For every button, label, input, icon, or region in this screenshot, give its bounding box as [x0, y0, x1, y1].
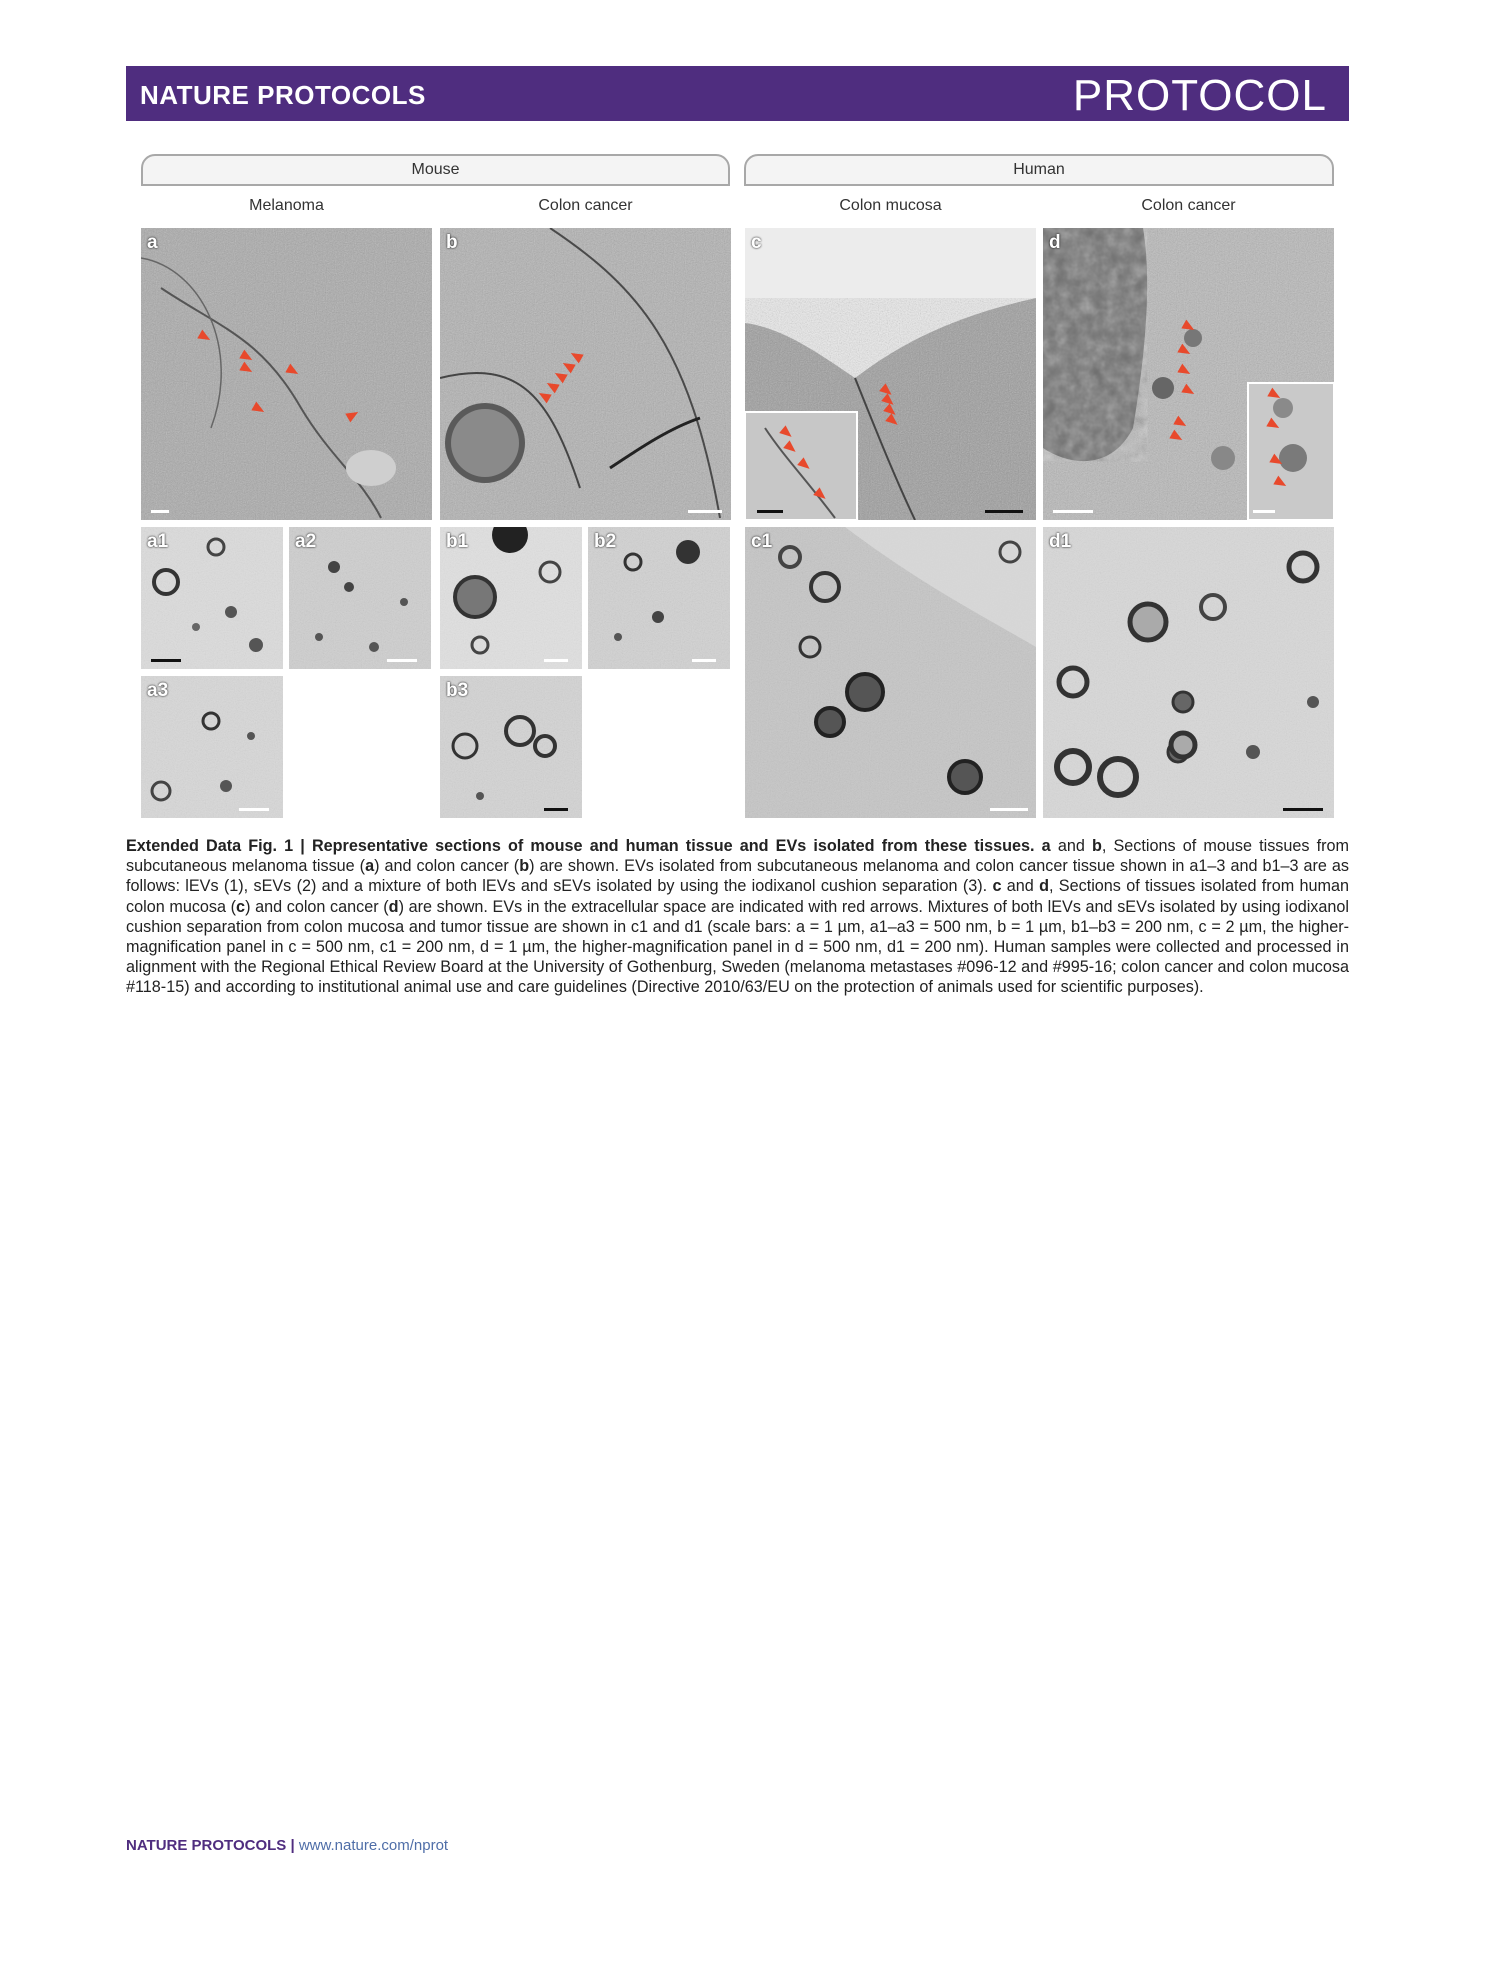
column-title-colon-cancer-human: Colon cancer — [1141, 197, 1236, 214]
caption-text: and — [1050, 837, 1092, 855]
panel-label-b1: b1 — [446, 531, 469, 552]
caption-lead: Extended Data Fig. 1 | Representative sections of mouse and human tissue and EVs isolated from these tissues. — [126, 837, 1035, 855]
panel-label-c: c — [751, 232, 762, 253]
scale-bar — [151, 659, 181, 662]
scale-bar — [544, 808, 568, 811]
panel-label-a2: a2 — [295, 531, 317, 552]
scale-bar — [387, 659, 417, 662]
panel-b-image — [440, 228, 731, 520]
panel-label-d1: d1 — [1049, 531, 1072, 552]
journal-header — [126, 66, 1349, 121]
column-title-melanoma: Melanoma — [249, 197, 324, 214]
panel-b2-image — [588, 527, 730, 669]
scale-bar — [1283, 808, 1323, 811]
panel-a1-image — [141, 527, 283, 669]
panel-d1-image — [1043, 527, 1334, 818]
scale-bar — [757, 510, 783, 513]
panel-a-image — [141, 228, 432, 520]
footer-separator: | — [286, 1837, 299, 1854]
caption-text: , Sections of tissues isolated from human colon mucosa ( — [126, 877, 1349, 916]
scale-bar — [985, 510, 1023, 513]
panel-a2-image — [289, 527, 431, 669]
footer-url-link[interactable]: www.nature.com/nprot — [298, 1837, 449, 1854]
caption-text: , Sections of mouse tissues from subcutaneous melanoma tissue ( — [126, 837, 1349, 876]
figure-caption — [126, 836, 1349, 998]
caption-bold-a: a — [1041, 837, 1051, 855]
caption-text: ) are shown. EVs in the extracellular space are indicated with red arrows. Mixtures of both lEVs and sEVs isolated by using iodixanol cushion separation from colon mucosa and tumor tissue are shown in c1 and d1 (scale bars: a = 1 µm, a1–a3 = 500 nm, b = 1 µm, b1–b3 = 200 nm, c = 2 µm, the higher-magnification panel in c = 500 nm, c1 = 200 nm, d = 1 µm, the higher-magnification panel in d = 500 nm, d1 = 200 nm). Human samples were collected and processed in alignment with the Regional Ethical Review Board at the University of Gothenburg, Sweden (melanoma metastases #096-12 and #995-16; colon cancer and colon mucosa #118-15) and according to institutional animal use and care guidelines (Directive 2010/63/EU on the protection of animals used for scientific purposes). — [126, 897, 1349, 997]
caption-text: ) and colon cancer ( — [245, 897, 389, 916]
caption-bold-b: b — [519, 857, 530, 876]
panel-label-b: b — [446, 232, 458, 253]
panel-label-a: a — [147, 232, 158, 253]
panel-label-c1: c1 — [751, 531, 773, 552]
panel-label-a3: a3 — [147, 680, 169, 701]
panel-label-d: d — [1049, 232, 1061, 253]
page-footer — [126, 1837, 448, 1854]
scale-bar — [544, 659, 568, 662]
caption-bold-d: d — [388, 897, 399, 916]
caption-bold-d: d — [1039, 877, 1049, 896]
panel-d-image — [1043, 228, 1334, 520]
caption-text: ) are shown. EVs isolated from subcutaneous melanoma and colon cancer tissue shown in a1–3 and b1–3 are as follows: lEVs (1), sEVs (2) and a mixture of both lEVs and sEVs isolated by using the iodixanol cushion separation (3). — [126, 857, 1349, 896]
panel-label-a1: a1 — [147, 531, 169, 552]
column-title-colon-cancer-mouse: Colon cancer — [538, 197, 633, 214]
panel-label-b3: b3 — [446, 680, 469, 701]
panel-b1-image — [440, 527, 582, 669]
scale-bar — [239, 808, 269, 811]
caption-text: ) and colon cancer ( — [374, 857, 520, 876]
scale-bar — [1053, 510, 1093, 513]
scale-bar — [990, 808, 1028, 811]
scale-bar — [1253, 510, 1275, 513]
column-title-colon-mucosa: Colon mucosa — [839, 197, 942, 214]
panel-label-b2: b2 — [594, 531, 617, 552]
group-tab-mouse: Mouse — [141, 154, 730, 186]
caption-bold-b: b — [1091, 837, 1102, 855]
footer-journal: NATURE PROTOCOLS — [126, 1837, 287, 1854]
panel-b3-image — [440, 676, 582, 818]
panel-c-image — [745, 228, 1036, 520]
caption-bold-a: a — [365, 857, 375, 876]
panel-c1-image — [745, 527, 1036, 818]
panel-a3-image — [141, 676, 283, 818]
scale-bar — [151, 510, 169, 513]
scale-bar — [692, 659, 716, 662]
caption-bold-c: c — [992, 877, 1002, 896]
journal-name: NATURE PROTOCOLS — [140, 80, 426, 110]
caption-bold-c: c — [236, 897, 246, 916]
article-type: PROTOCOL — [1072, 71, 1327, 120]
caption-text: and — [1001, 877, 1040, 896]
group-tab-human: Human — [744, 154, 1334, 186]
scale-bar — [688, 510, 722, 513]
